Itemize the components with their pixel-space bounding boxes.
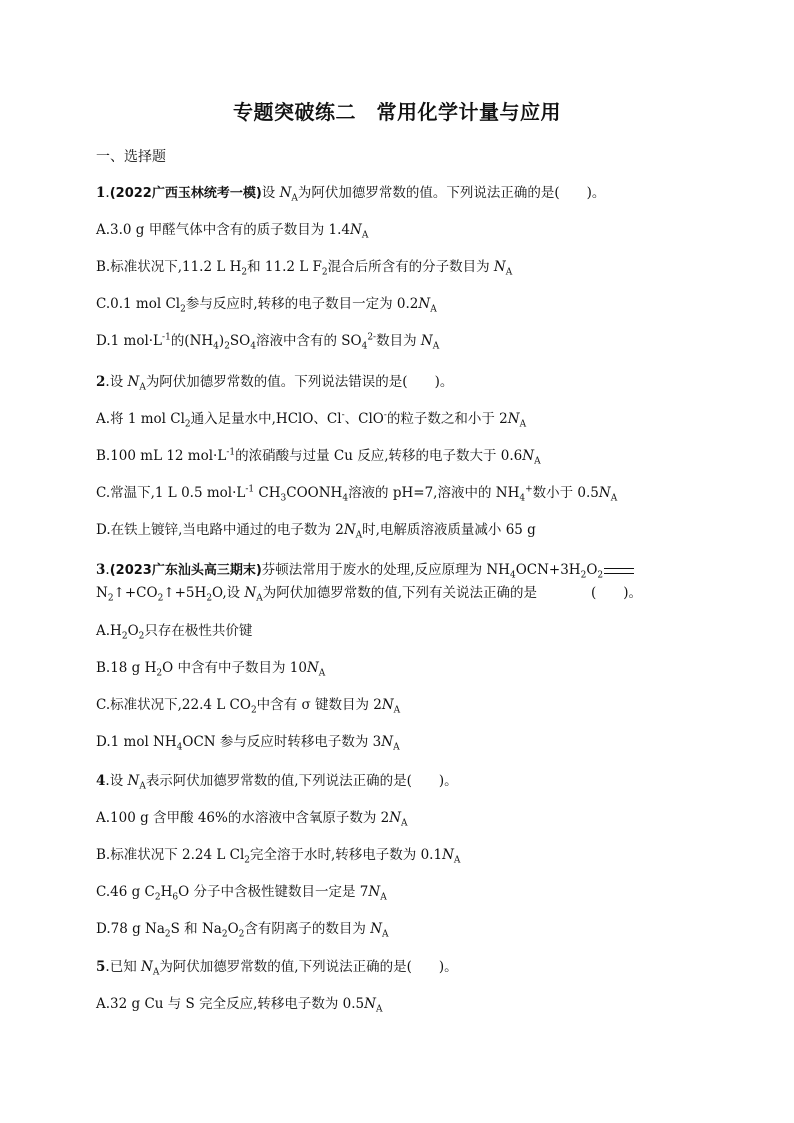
question-3-option-d: D.1 mol $NH_4OCN$ 参与反应时转移电子数为 $3N_A$ <box>96 734 400 753</box>
question-source: (2022广西玉林统考一模) <box>109 186 262 201</box>
question-3-stem-cont: $N_2↑+CO_2↑+5H_2O$,设 $N_A$为阿伏加德罗常数的值,下列有关说法正确的是 ( )。 <box>96 585 643 604</box>
question-number: 2 <box>96 374 106 390</box>
question-3-option-a: $A.H_2O_2$只存在极性共价键 <box>96 623 253 642</box>
question-number: 5 <box>96 959 106 975</box>
question-2-option-a: A.将 1 mol $Cl_2$通入足量水中,HClO、Cl-、ClO-的粒子数之和小于 $2N_A$ <box>96 410 527 430</box>
equals-sign <box>604 568 634 574</box>
question-source: (2023广东汕头高三期末) <box>109 563 262 578</box>
question-1-option-c: C.0.1 mol $Cl_2$参与反应时,转移的电子数目一定为 $0.2N_A$ <box>96 296 437 315</box>
page-title: 专题突破练二 常用化学计量与应用 <box>233 100 561 124</box>
question-4-option-b: B.标准状况下 2.24 L $Cl_2$完全溶于水时,转移电子数为 $0.1N_A$ <box>96 847 461 866</box>
question-1-option-b: B.标准状况下,11.2 L $H_2$和 11.2 L $F_2$混合后所含有的分子数目为 $N_A$ <box>96 259 513 278</box>
question-5-stem: 5.已知 $N_A$为阿伏加德罗常数的值,下列说法正确的是( )。 <box>96 959 458 978</box>
question-4-option-a: A.100 g 含甲酸 46%的水溶液中含氧原子数为 $2N_A$ <box>96 810 408 829</box>
question-number: 3 <box>96 562 106 578</box>
section-heading: 一、选择题 <box>96 149 166 165</box>
question-4-option-d: D.78 g $Na_2S$ 和 $Na_2O_2$含有阴离子的数目为 $N_A$ <box>96 921 389 940</box>
question-number: 1 <box>96 185 106 201</box>
question-4-stem: 4.设 $N_A$表示阿伏加德罗常数的值,下列说法正确的是( )。 <box>96 773 458 792</box>
question-3-option-c: C.标准状况下,22.4 L $CO_2$中含有 σ 键数目为 $2N_A$ <box>96 697 401 716</box>
question-3-option-b: B.18 g $H_2O$ 中含有中子数目为 $10N_A$ <box>96 660 326 679</box>
question-1-stem: 1.(2022广西玉林统考一模)设 $N_A$为阿伏加德罗常数的值。下列说法正确的是( )。 <box>96 185 606 204</box>
question-4-option-c: C.46 g $C_2H_6O$ 分子中含极性键数目一定是 $7N_A$ <box>96 884 387 903</box>
question-2-stem: 2.设 $N_A$为阿伏加德罗常数的值。下列说法错误的是( )。 <box>96 374 454 393</box>
question-5-option-a: A.32 g Cu 与 S 完全反应,转移电子数为 $0.5N_A$ <box>96 996 383 1015</box>
question-2-option-d: D.在铁上镀锌,当电路中通过的电子数为 $2N_A$时,电解质溶液质量减小 65 g <box>96 522 536 541</box>
question-2-option-c: C.常温下,1 L 0.5 $mol\cdot L^{-1}$ $CH_3COONH_4$溶液的 pH=7,溶液中的 $NH_4^+$数小于 $0.5N_A$ <box>96 484 618 504</box>
question-2-option-b: B.100 mL 12 $mol\cdot L^{-1}$的浓硝酸与过量 Cu 反应,转移的电子数大于 $0.6N_A$ <box>96 447 541 467</box>
question-3-stem: 3.(2023广东汕头高三期末)芬顿法常用于废水的处理,反应原理为 $NH_4OCN+3H_2O_2$ <box>96 560 696 581</box>
question-stem-text: 设 $N_A$为阿伏加德罗常数的值。下列说法正确的是( )。 <box>261 185 606 204</box>
question-number: 4 <box>96 773 106 789</box>
question-1-option-d: D.1 $mol\cdot L^{-1}$的$(NH_4)_2SO_4$溶液中含有的 $SO_4^{2-}$数目为 $N_A$ <box>96 332 440 352</box>
question-1-option-a: A.3.0 g 甲醛气体中含有的质子数目为 $1.4N_A$ <box>96 222 369 241</box>
